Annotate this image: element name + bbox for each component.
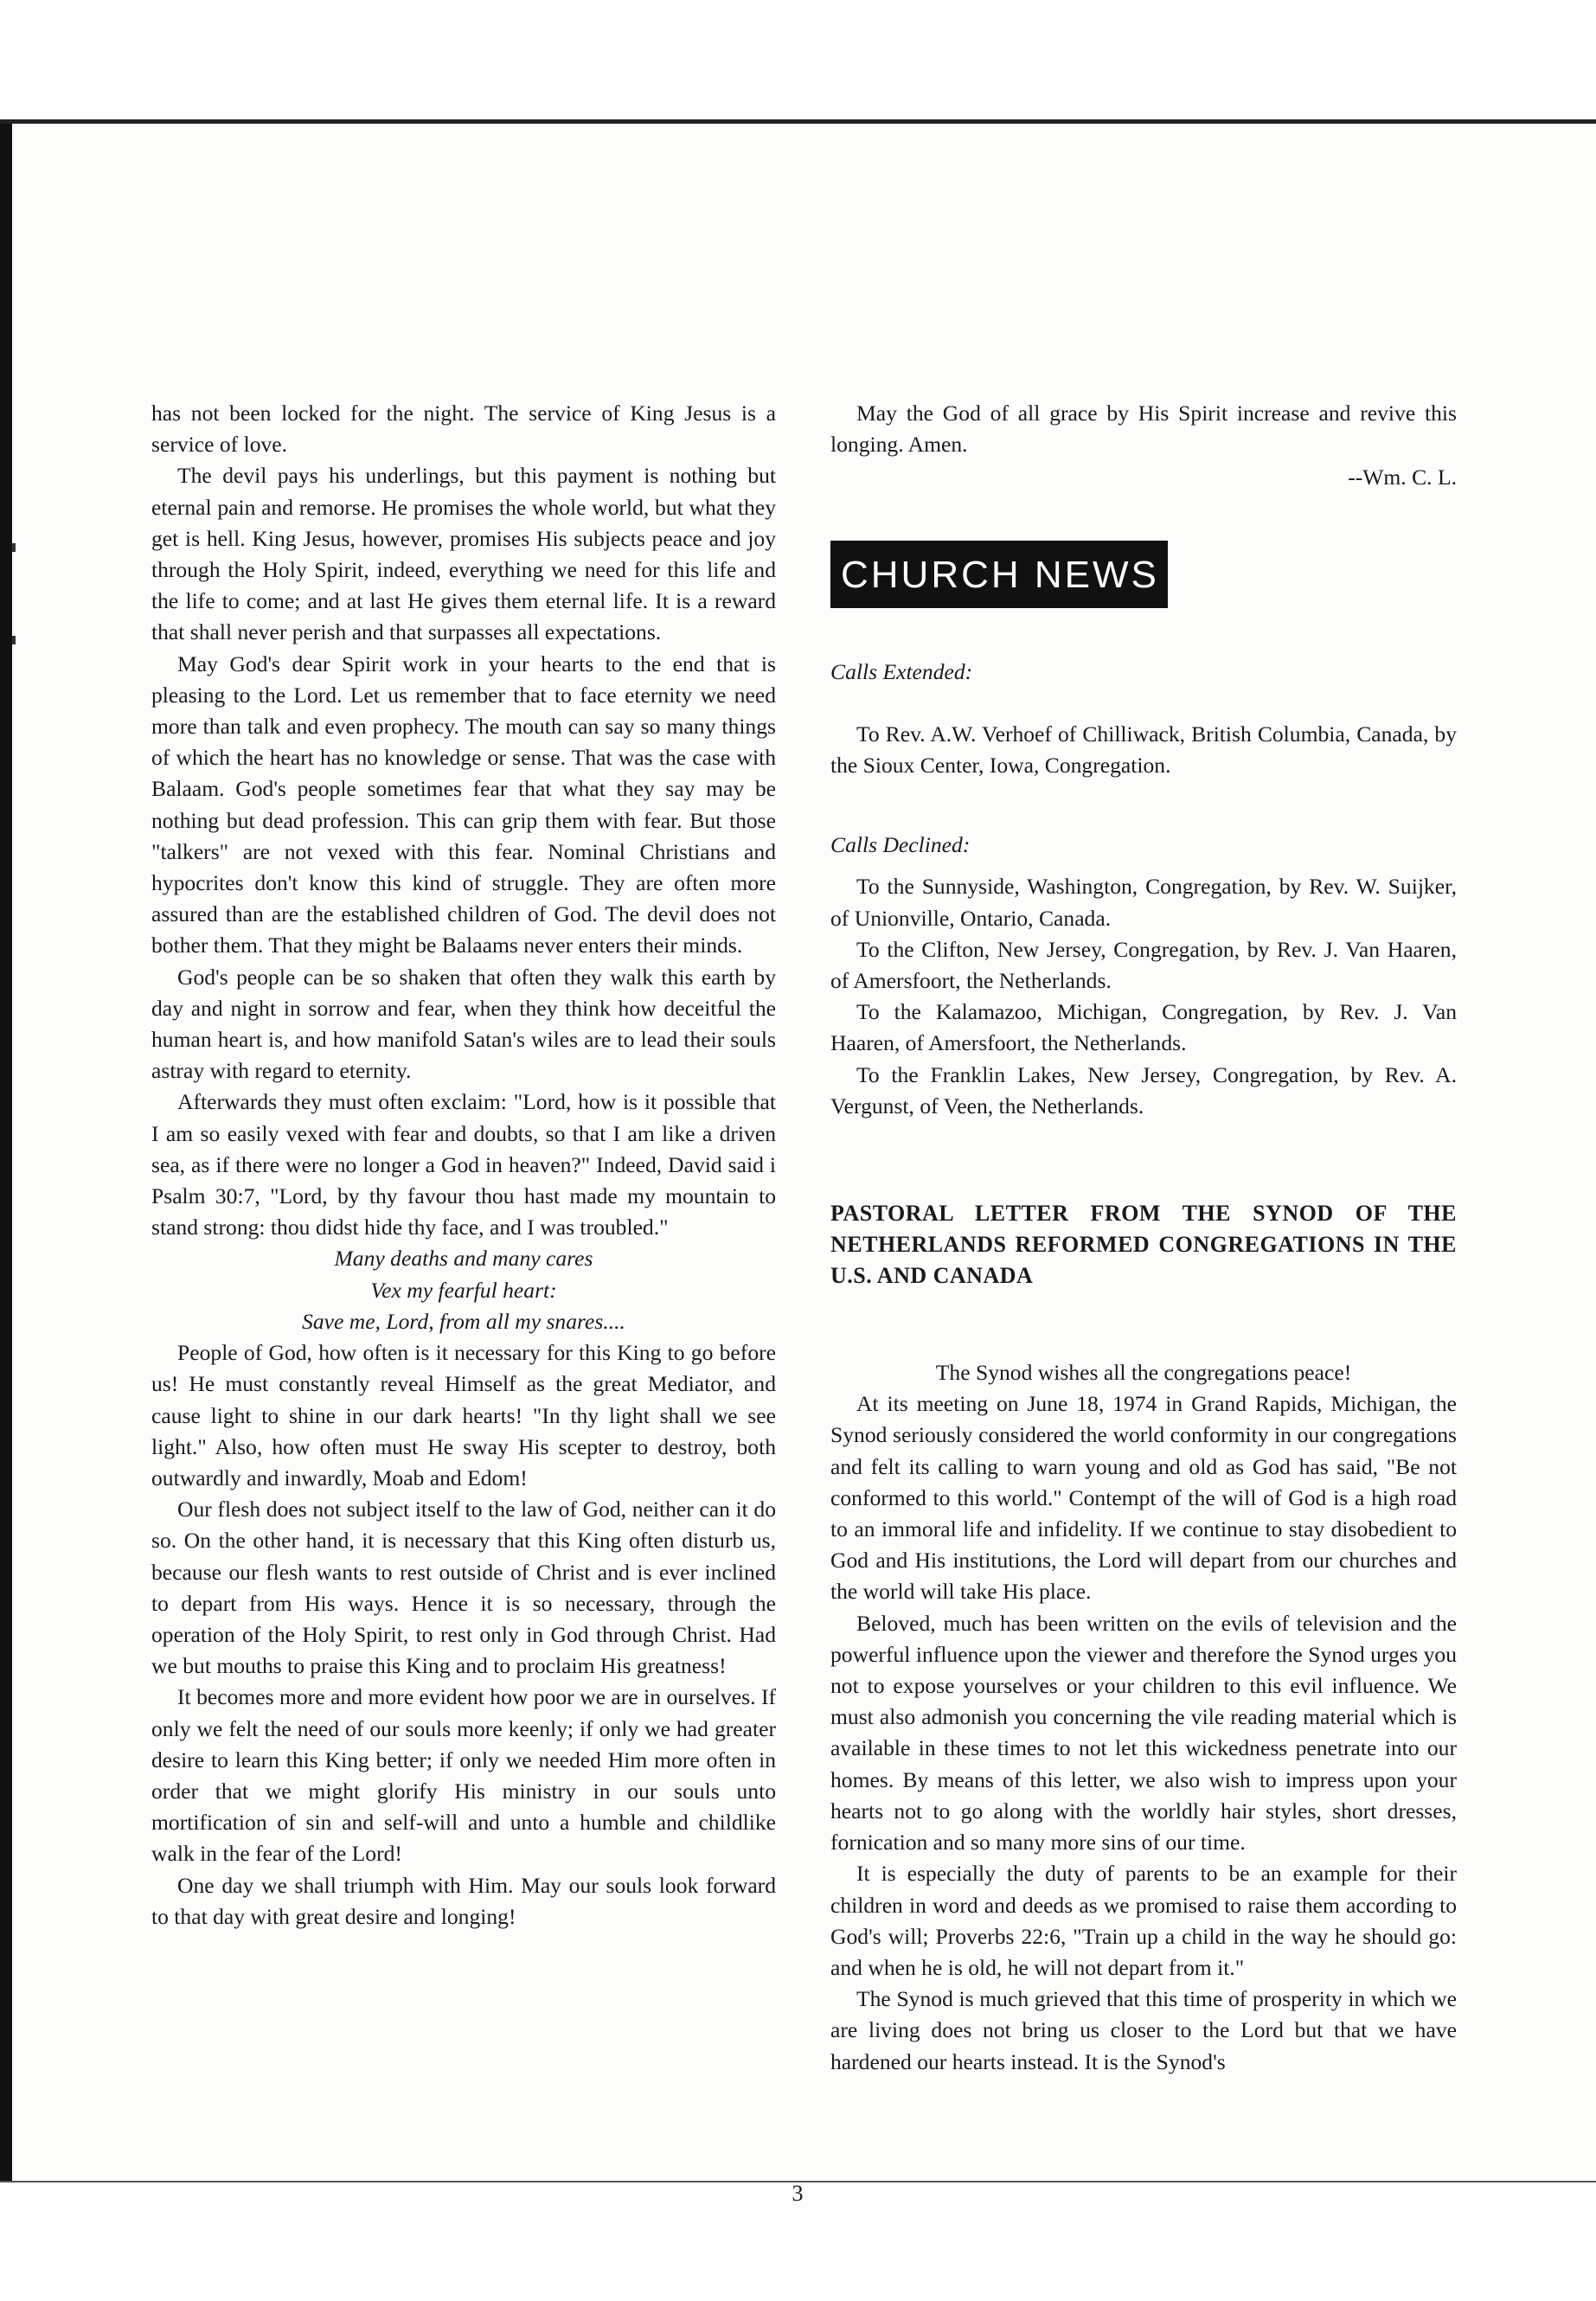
paragraph: The Synod is much grieved that this time of prosperity in which we are living does not bring us closer to the Lord but that we have hardened our hearts instead. It is the Synod's — [830, 1986, 1457, 2074]
right-column — [830, 398, 1457, 2078]
paragraph: God's people can be so shaken that often they walk this earth by day and night in sorrow and fear, when they think how deceitful the human heart is, and how manifold Satan's wiles are to lead their souls astray with regard to eternity. — [151, 964, 776, 1084]
calls-declined-item: To the Kalamazoo, Michigan, Congregation, by Rev. J. Van Haaren, of Amersfoort, the Netherlands. — [830, 999, 1457, 1056]
scan-speck — [12, 636, 16, 644]
poem-line: Many deaths and many cares — [334, 1246, 593, 1272]
scan-margin-top — [0, 0, 1596, 121]
paragraph: Our flesh does not subject itself to the law of God, neither can it do so. On the other hand, it is necessary that this King often disturb us, because our flesh wants to rest outside of Christ and is ever inclined to depart from His ways. Hence it is so necessary, through the operation of the Holy Spirit, to rest only in God through Christ. Had we but mouths to praise this King and to proclaim His greatness! — [151, 1497, 776, 1679]
paragraph: Afterwards they must often exclaim: "Lord, how is it possible that I am so easily vexed with fear and doubts, so that I am like a driven sea, as if there were no longer a God in heaven?" Indeed, David said i Psalm 30:7, "Lord, by thy favour thou hast made my mountain to stand strong: thou didst hide thy face, and I was troubled." — [151, 1089, 776, 1240]
scan-edge-left — [0, 124, 12, 2181]
pastoral-letter-heading: PASTORAL LETTER FROM THE SYNOD OF THE NETHERLANDS REFORMED CONGREGATIONS IN THE U.S. AND CANADA — [830, 1201, 1457, 1289]
paragraph: At its meeting on June 18, 1974 in Grand Rapids, Michigan, the Synod seriously considered the world conformity in our congregations and felt its calling to warn young and old as God has said, "Be not conformed to this world." Contempt of the will of God is a high road to an immoral life and infidelity. If we continue to stay disobedient to God and His institutions, the Lord will depart from our churches and the world will take His place. — [830, 1391, 1457, 1605]
calls-declined-item: To the Sunnyside, Washington, Congregation, by Rev. W. Suijker, of Unionville, Ontario, Canada. — [830, 874, 1457, 931]
page — [12, 124, 1596, 2206]
page-number: 3 — [792, 2181, 804, 2206]
calls-declined-label: Calls Declined: — [830, 832, 971, 858]
paragraph: Beloved, much has been written on the evils of television and the powerful influence upon the viewer and therefore the Synod urges you not to expose yourselves or your children to this evil influence. We must also admonish you concerning the vile reading material which is available in these times to not let this wickedness penetrate into our homes. By means of this letter, we also wish to impress upon your hearts not to go along with the worldly hair styles, short dresses, fornication and so many more sins of our time. — [830, 1610, 1457, 1856]
paragraph: May God's dear Spirit work in your hearts to the end that is pleasing to the Lord. Let us remember that to face eternity we need more than talk and even prophecy. The mouth can say so many things of which the heart has no knowledge or sense. That was the case with Balaam. God's people sometimes fear that what they say may be nothing but dead profession. This can grip them with fear. But those "talkers" are not vexed with this fear. Nominal Christians and hypocrites don't know this kind of struggle. They are often more assured than are the established children of God. The devil does not bother them. That they might be Balaams never enters their minds. — [151, 651, 776, 958]
closing-prayer: May the God of all grace by His Spirit increase and revive this longing. Amen. — [830, 401, 1457, 458]
letter-greeting: The Synod wishes all the congregations peace! — [935, 1360, 1352, 1386]
paragraph: It is especially the duty of parents to be an example for their children in word and deeds as we promised to raise them according to God's will; Proverbs 22:6, "Train up a child in the way he should go: and when he is old, he will not depart from it." — [830, 1861, 1457, 1980]
poem-quote — [151, 1243, 776, 1337]
calls-declined-item: To the Franklin Lakes, New Jersey, Congregation, by Rev. A. Vergunst, of Veen, the Netherlands. — [830, 1061, 1457, 1118]
poem-line: Vex my fearful heart: — [370, 1277, 557, 1303]
scan-speck — [12, 543, 16, 552]
paragraph: has not been locked for the night. The service of King Jesus is a service of love. — [151, 401, 776, 458]
calls-extended-item: To Rev. A.W. Verhoef of Chilliwack, British Columbia, Canada, by the Sioux Center, Iowa, Congregation. — [830, 721, 1457, 779]
author-signature: --Wm. C. L. — [1348, 465, 1457, 490]
left-column — [151, 398, 776, 1932]
paragraph: The devil pays his underlings, but this payment is nothing but eternal pain and remorse. He promises the whole world, but what they get is hell. King Jesus, however, promises His subjects peace and joy through the Holy Spirit, indeed, everything we need for this life and the life to come; and at last He gives them eternal life. It is a reward that shall never perish and that surpasses all expectations. — [151, 463, 776, 645]
paragraph: It becomes more and more evident how poor we are in ourselves. If only we felt the need of our souls more keenly; if only we had greater desire to learn this King better; if only we needed Him more often in order that we might glorify His ministry in our souls unto mortification of sin and self-will and unto a humble and childlike walk in the fear of the Lord! — [151, 1684, 776, 1867]
poem-line: Save me, Lord, from all my snares.... — [302, 1308, 625, 1334]
paragraph: One day we shall triumph with Him. May our souls look forward to that day with great desire and longing! — [151, 1872, 776, 1929]
paragraph: People of God, how often is it necessary for this King to go before us! He must constantly reveal Himself as the great Mediator, and cause light to shine in our dark hearts! "In thy light shall we see light." Also, how often must He sway His scepter to destroy, both outwardly and inwardly, Moab and Edom! — [151, 1340, 776, 1490]
church-news-banner: CHURCH NEWS — [830, 541, 1168, 608]
calls-declined-item: To the Clifton, New Jersey, Congregation, by Rev. J. Van Haaren, of Amersfoort, the Netherlands. — [830, 936, 1457, 994]
calls-extended-label: Calls Extended: — [830, 658, 973, 684]
